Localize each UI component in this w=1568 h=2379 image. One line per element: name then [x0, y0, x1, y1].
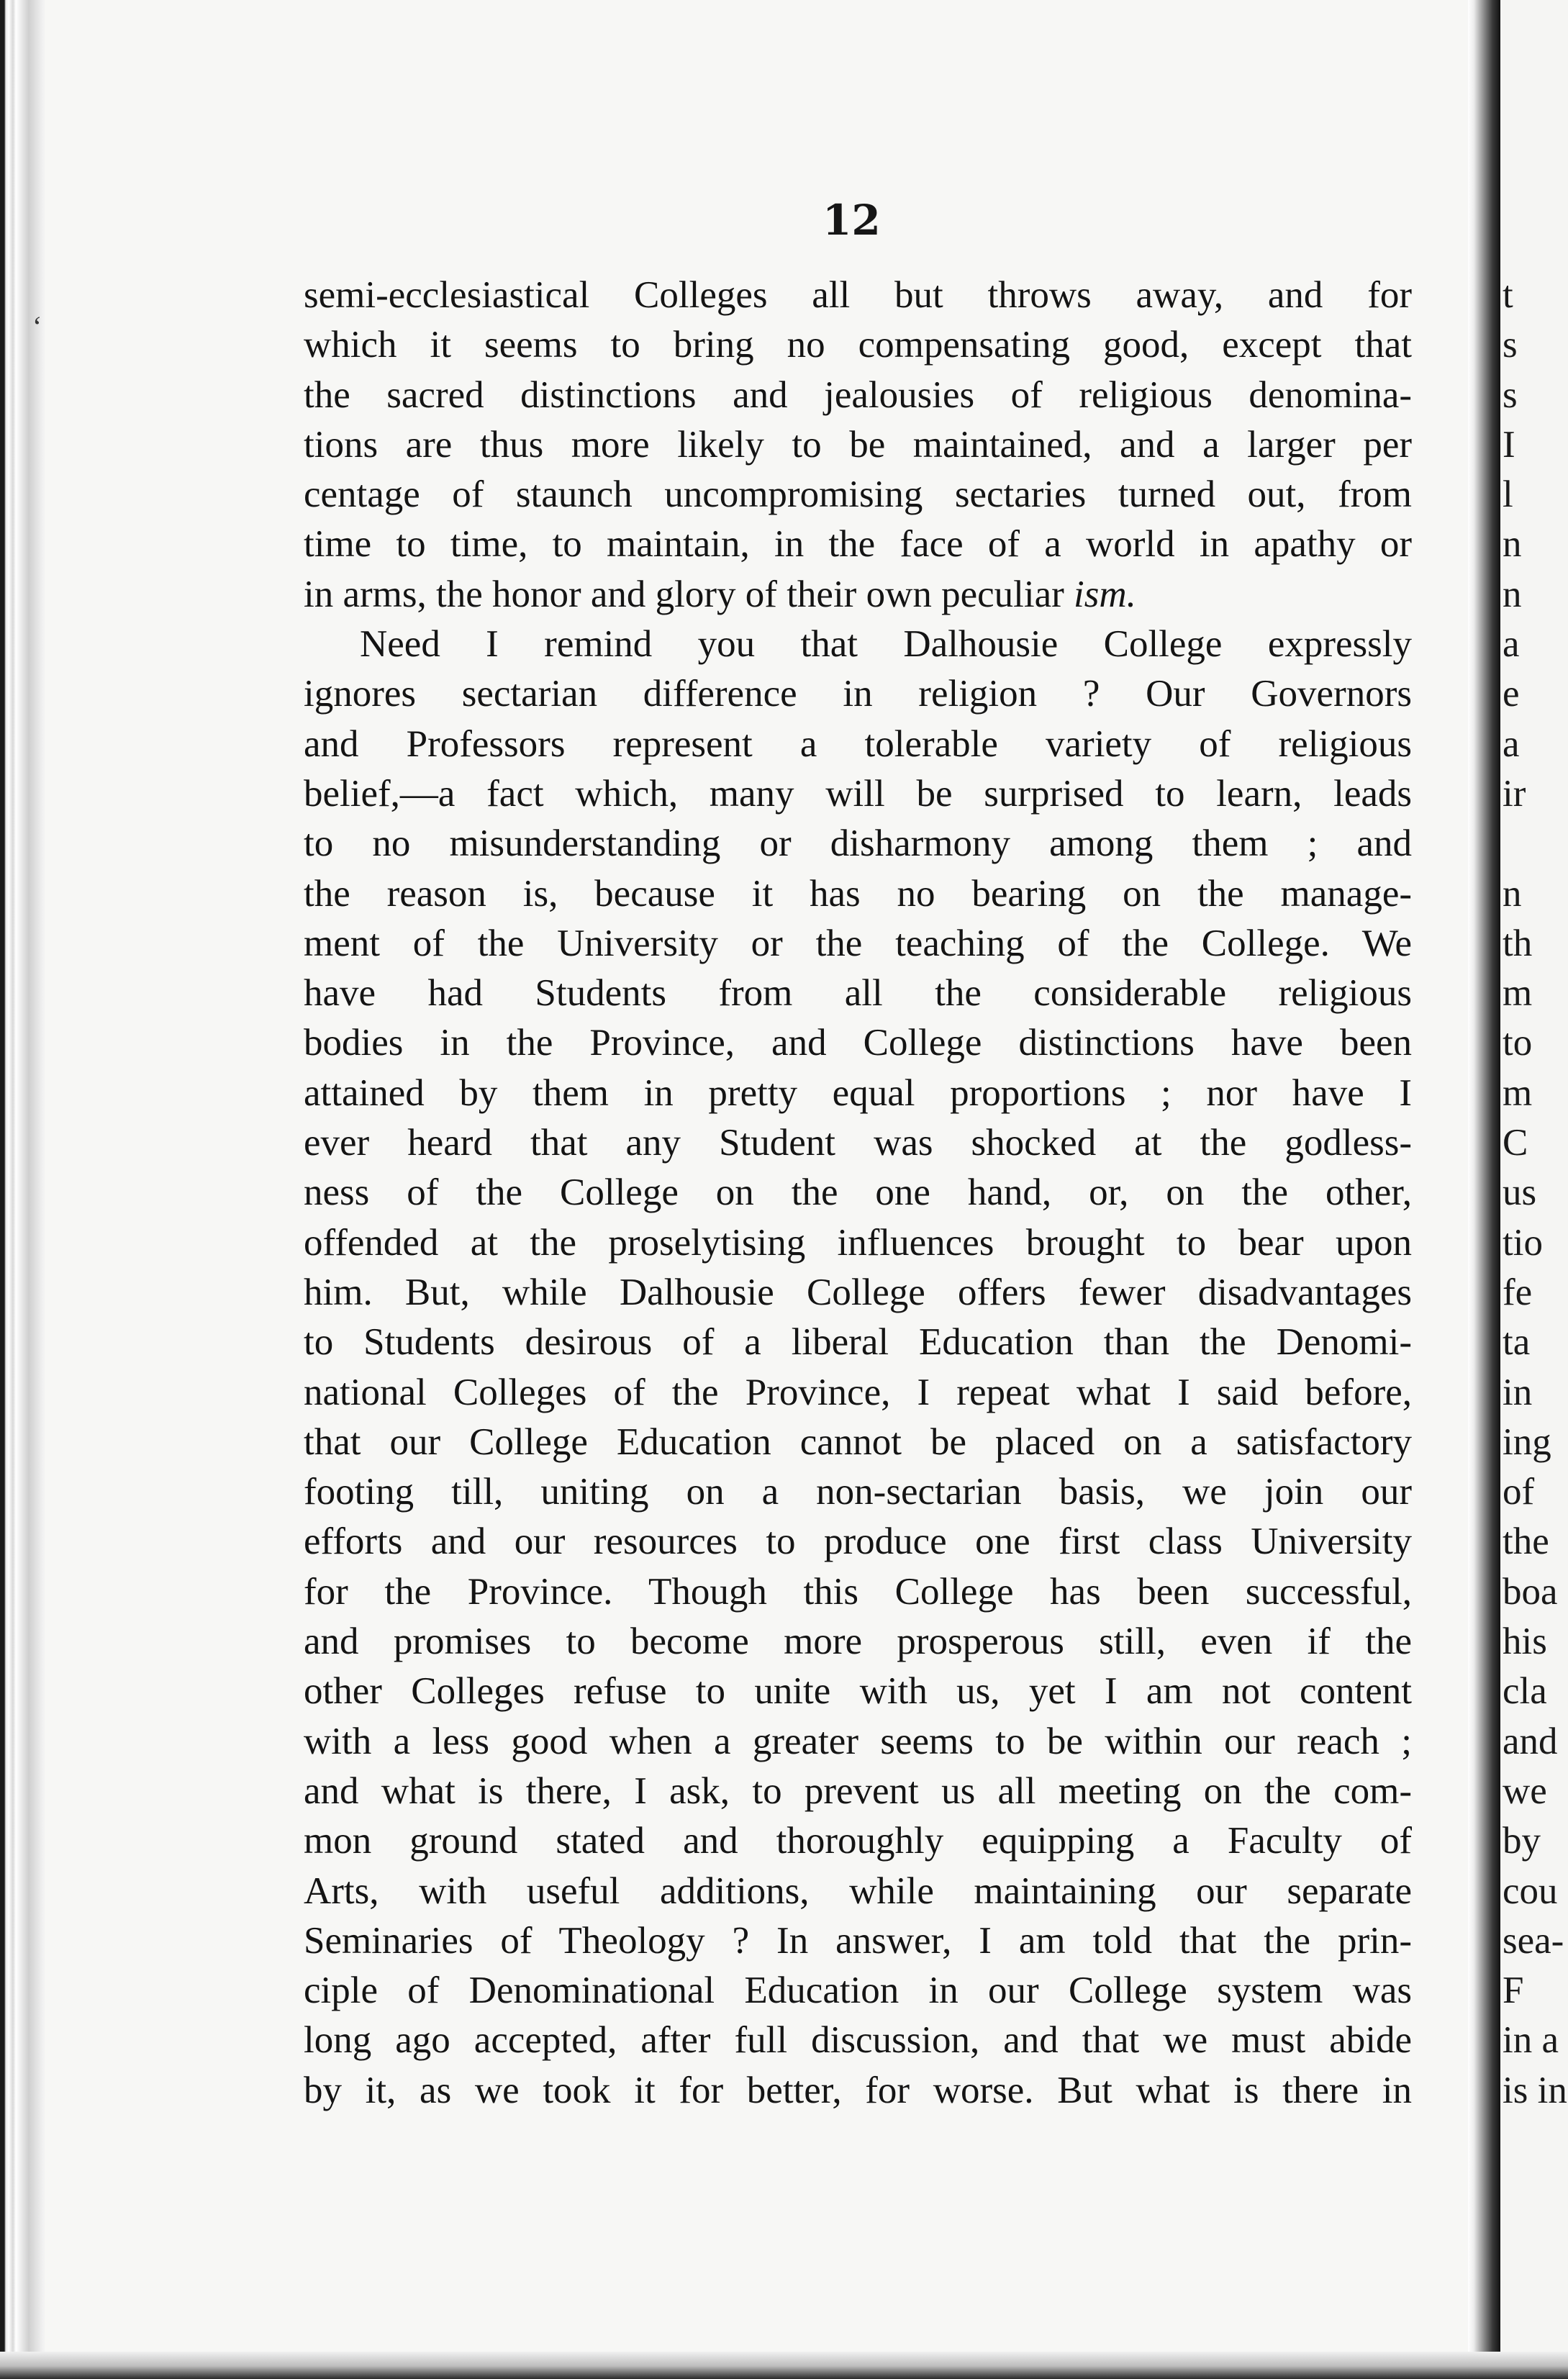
facing-fragment: is in	[1503, 2069, 1567, 2111]
facing-fragment: cou	[1503, 1870, 1558, 1912]
text-line: ciple of Denominational Education in our College system was	[304, 1970, 1412, 2012]
text-line: belief,—a fact which, many will be surprised to learn, leads	[304, 772, 1412, 815]
facing-fragment: m	[1503, 972, 1533, 1015]
facing-fragment: a	[1503, 623, 1520, 666]
text-line: with a less good when a greater seems to be within our reach ;	[304, 1720, 1412, 1762]
text-line: which it seems to bring no compensating good, except that	[304, 324, 1412, 366]
facing-fragment: th	[1503, 922, 1533, 964]
facing-fragment: fe	[1503, 1271, 1533, 1313]
text-line: tions are thus more likely to be maintained, and a larger per	[304, 423, 1412, 466]
facing-fragment: us	[1503, 1172, 1537, 1214]
facing-fragment: m	[1503, 1071, 1533, 1114]
text-line: semi-ecclesiastical Colleges all but throws away, and for	[304, 274, 1412, 316]
text-line: and Professors represent a tolerable variety of religious	[304, 722, 1412, 765]
text-line: ignores sectarian difference in religion ? Our Governors	[304, 673, 1412, 715]
facing-fragment: a	[1503, 722, 1520, 765]
text-line: that our College Education cannot be placed on a satisfactory	[304, 1420, 1412, 1463]
facing-fragment: in a	[1503, 2019, 1559, 2062]
text-line: Arts, with useful additions, while maintaining our separate	[304, 1870, 1412, 1912]
text-line: him. But, while Dalhousie College offers fewer disadvantages	[304, 1271, 1412, 1313]
text-line: have had Students from all the considerable religious	[304, 972, 1412, 1015]
facing-fragment: e	[1503, 673, 1520, 715]
text-line: Need I remind you that Dalhousie College expressly	[360, 623, 1412, 666]
text-line: national Colleges of the Province, I repeat what I said before,	[304, 1371, 1412, 1413]
facing-fragment: ta	[1503, 1321, 1531, 1364]
text-line: attained by them in pretty equal proportions ; nor have I	[304, 1071, 1412, 1114]
text-line: offended at the proselytising influences brought to bear upon	[304, 1221, 1412, 1264]
facing-fragment: ir	[1503, 772, 1526, 815]
facing-fragment: of	[1503, 1471, 1535, 1513]
facing-fragment: n	[1503, 523, 1522, 566]
bottom-page-edge	[0, 2352, 1568, 2379]
facing-fragment: l	[1503, 473, 1513, 516]
text-line: footing till, uniting on a non-sectarian basis, we join our	[304, 1471, 1412, 1513]
text-line: ment of the University or the teaching of the College. We	[304, 922, 1412, 964]
text-line: efforts and our resources to produce one first class University	[304, 1521, 1412, 1563]
facing-fragment: in	[1503, 1371, 1533, 1413]
text-line: mon ground stated and thoroughly equipping a Faculty of	[304, 1820, 1412, 1862]
facing-fragment: to	[1503, 1022, 1533, 1064]
body-text	[304, 271, 1412, 2116]
text-line: to Students desirous of a liberal Education than the Denomi-	[304, 1321, 1412, 1364]
facing-fragment: ing	[1503, 1420, 1551, 1463]
text-line: centage of staunch uncompromising sectaries turned out, from	[304, 473, 1412, 516]
facing-fragment: n	[1503, 573, 1522, 615]
facing-fragment: n	[1503, 872, 1522, 915]
text-line: by it, as we took it for better, for worse. But what is there in	[304, 2069, 1412, 2111]
text-line: bodies in the Province, and College distinctions have been	[304, 1022, 1412, 1064]
facing-fragment: we	[1503, 1769, 1547, 1812]
facing-fragment: C	[1503, 1122, 1528, 1164]
text-line: Seminaries of Theology ? In answer, I am told that the prin-	[304, 1919, 1412, 1962]
text-line: and promises to become more prosperous still, even if the	[304, 1621, 1412, 1663]
facing-fragment: tio	[1503, 1221, 1543, 1264]
page-number: 12	[822, 196, 881, 245]
facing-fragment	[1503, 819, 1568, 869]
facing-fragment: sea-	[1503, 1919, 1564, 1962]
facing-fragment: s	[1503, 324, 1518, 366]
facing-fragment: by	[1503, 1820, 1541, 1862]
text-line: long ago accepted, after full discussion, and that we must abide	[304, 2019, 1412, 2062]
margin-mark: ‘	[32, 310, 42, 343]
facing-page-text	[1503, 271, 1568, 2116]
page-edge-shadow	[1468, 0, 1500, 2379]
binding-gutter	[0, 0, 45, 2379]
text-line: the reason is, because it has no bearing on the manage-	[304, 872, 1412, 915]
facing-fragment: t	[1503, 274, 1513, 316]
facing-fragment: the	[1503, 1521, 1549, 1563]
text-line: in arms, the honor and glory of their own peculiar ism.	[304, 573, 1136, 615]
facing-fragment: and	[1503, 1720, 1558, 1762]
text-line: the sacred distinctions and jealousies of religious denomina-	[304, 373, 1412, 416]
text-line: time to time, to maintain, in the face of a world in apathy or	[304, 523, 1412, 566]
facing-fragment: s	[1503, 373, 1518, 416]
text-line: to no misunderstanding or disharmony among them ; and	[304, 823, 1412, 865]
italic-word: ism.	[1074, 573, 1136, 615]
text-line: ness of the College on the one hand, or, on the other,	[304, 1172, 1412, 1214]
facing-fragment: his	[1503, 1621, 1547, 1663]
facing-fragment: I	[1503, 423, 1515, 466]
text-line: and what is there, I ask, to prevent us all meeting on the com-	[304, 1769, 1412, 1812]
facing-fragment: F	[1503, 1970, 1524, 2012]
text-line: for the Province. Though this College has been successful,	[304, 1570, 1412, 1613]
text-line: ever heard that any Student was shocked at the godless-	[304, 1122, 1412, 1164]
text-line: other Colleges refuse to unite with us, yet I am not content	[304, 1670, 1412, 1713]
facing-fragment: cla	[1503, 1670, 1547, 1713]
facing-fragment: boa	[1503, 1570, 1558, 1613]
